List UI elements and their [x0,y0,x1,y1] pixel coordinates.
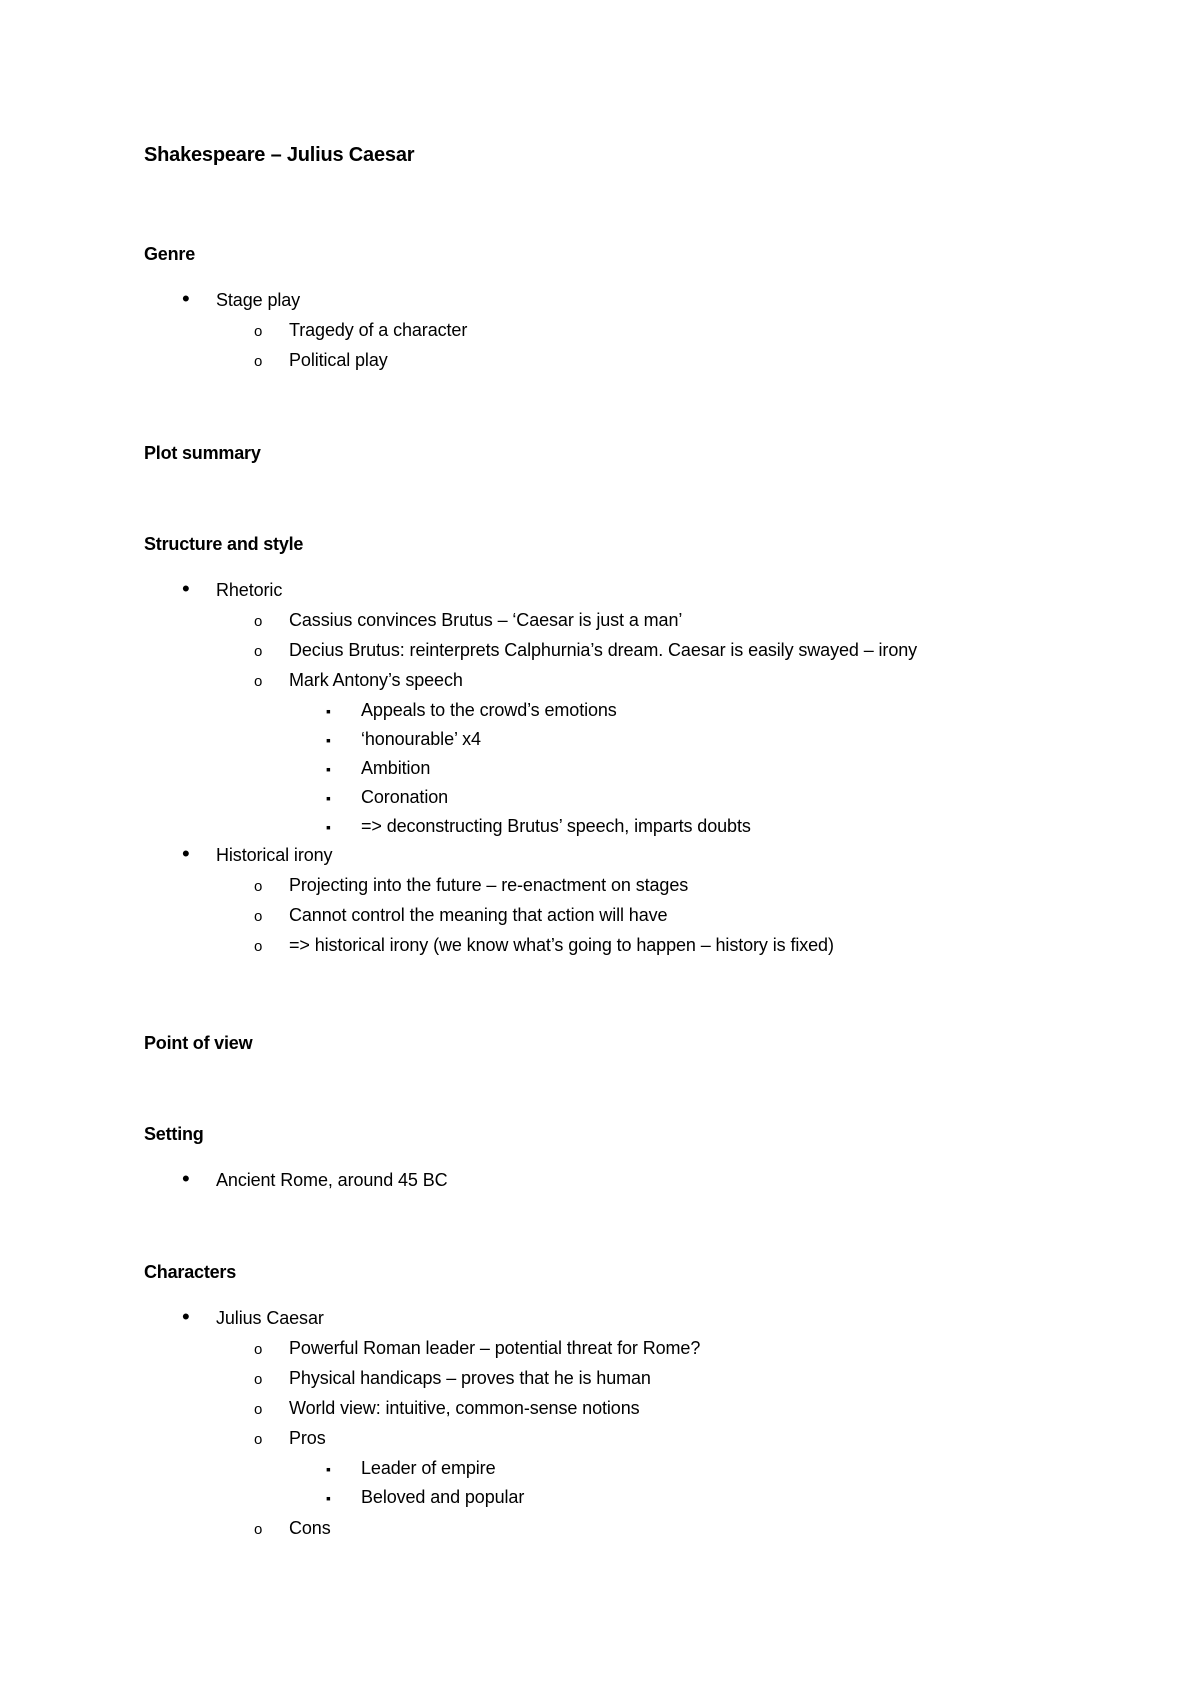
list-item: Physical handicaps – proves that he is human [289,1368,651,1388]
sub-bullet-marker [254,905,262,926]
square-bullet-marker [326,1458,331,1479]
bullet-marker [182,845,190,866]
list-item: Political play [289,350,388,370]
sub-bullet-marker [254,875,262,896]
list-item: => historical irony (we know what’s going to happen – history is fixed) [289,935,834,955]
list-item: Ambition [361,758,431,778]
heading-plot-summary: Plot summary [144,443,261,463]
list-item: Decius Brutus: reinterprets Calphurnia’s dream. Caesar is easily swayed – irony [289,640,918,660]
list-item: Mark Antony’s speech [289,670,463,690]
list-item: ‘honourable’ x4 [361,729,481,749]
sub-bullet-marker [254,610,262,631]
square-bullet-marker [326,1487,331,1508]
sub-bullet-marker [254,350,262,371]
bullet-marker [182,1308,190,1329]
list-item: Cons [289,1518,331,1538]
list-item: Cannot control the meaning that action will have [289,905,668,925]
list-item: Powerful Roman leader – potential threat for Rome? [289,1338,701,1358]
list-item: Ancient Rome, around 45 BC [216,1170,448,1190]
list-item: Tragedy of a character [289,320,468,340]
bullet-marker [182,580,190,601]
list-item: Appeals to the crowd’s emotions [361,700,617,720]
list-item: => deconstructing Brutus’ speech, imparts doubts [361,816,751,836]
list-item: Pros [289,1428,326,1448]
list-item: Leader of empire [361,1458,496,1478]
document-title: Shakespeare – Julius Caesar [144,144,415,166]
list-item: Coronation [361,787,449,807]
sub-bullet-marker [254,935,262,956]
list-item: Rhetoric [216,580,283,600]
bullet-marker [182,1170,190,1191]
sub-bullet-marker [254,320,262,341]
heading-point-of-view: Point of view [144,1033,253,1053]
list-item: Beloved and popular [361,1487,525,1507]
sub-bullet-marker [254,1518,262,1539]
square-bullet-marker [326,758,331,779]
square-bullet-marker [326,729,331,750]
heading-characters: Characters [144,1262,237,1282]
sub-bullet-marker [254,1338,262,1359]
list-item: Historical irony [216,845,333,865]
heading-setting: Setting [144,1124,204,1144]
list-item: World view: intuitive, common-sense notions [289,1398,640,1418]
square-bullet-marker [326,787,331,808]
bullet-marker [182,290,190,311]
list-item: Stage play [216,290,301,310]
square-bullet-marker [326,700,331,721]
sub-bullet-marker [254,670,262,691]
heading-genre: Genre [144,244,196,264]
list-item: Projecting into the future – re-enactment on stages [289,875,689,895]
sub-bullet-marker [254,1428,262,1449]
sub-bullet-marker [254,1368,262,1389]
sub-bullet-marker [254,640,262,661]
list-item: Cassius convinces Brutus – ‘Caesar is just a man’ [289,610,683,630]
sub-bullet-marker [254,1398,262,1419]
list-item: Julius Caesar [216,1308,324,1328]
square-bullet-marker [326,816,331,837]
heading-structure-style: Structure and style [144,534,304,554]
